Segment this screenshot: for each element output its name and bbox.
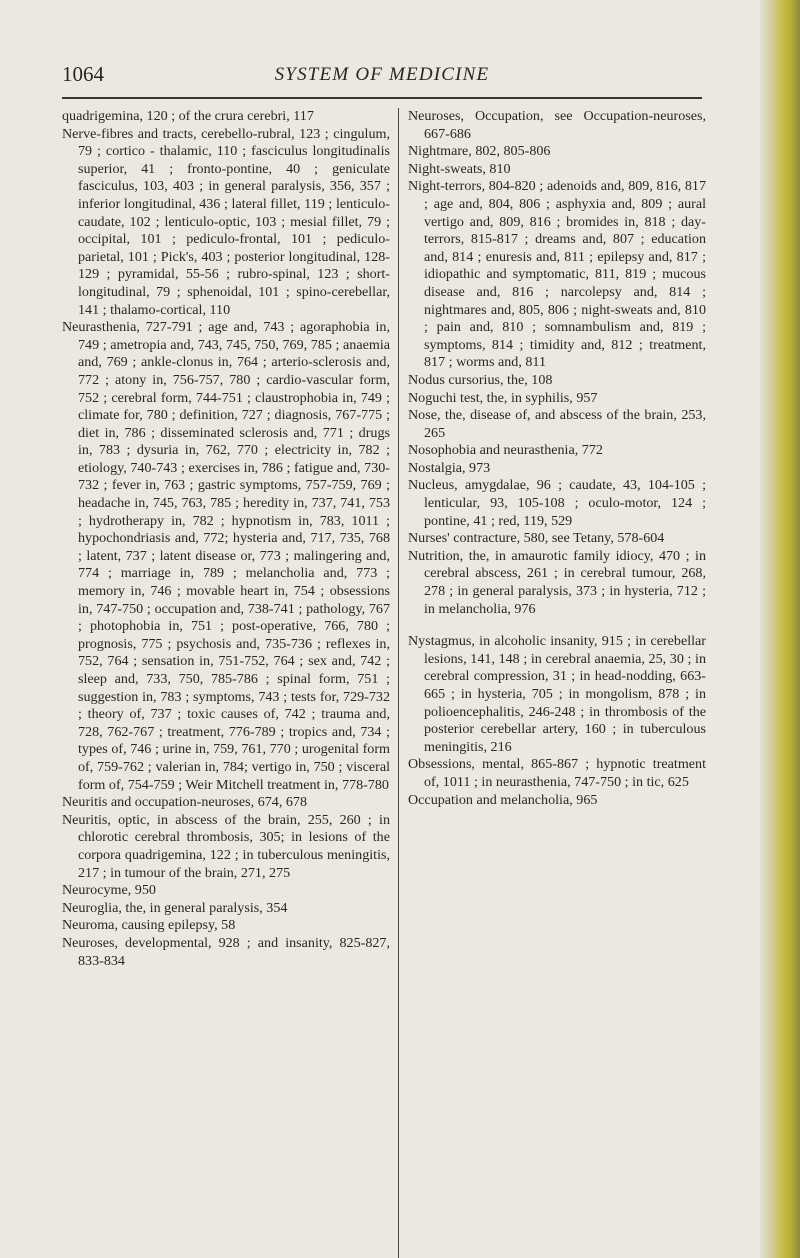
index-entry: Nurses' contracture, 580, see Tetany, 578-604 (408, 530, 665, 547)
index-entry: quadrigemina, 120 ; of the crura cerebri, 117 (62, 108, 314, 124)
index-entry: Neurasthenia, 727-791 ; age and, 743 ; agoraphobia in, 749 ; ametropia and, 743, 745, 750, 769, 785 ; anaemia and, 769 ; ankle-clonus in, 764 ; arterio-sclerosis and, 772 ; atony in, 756-757, 780 ; cardio-vascular form, 752 ; cerebral form, 744-751 ; claustrophobia in, 749 ; climate for, 780 ; definition, 727 ; diagnosis, 767-775 ; diet in, 786 ; disseminated sclerosis and, 771 ; drugs in, 783 ; dysuria in, 762, 770 ; electricity in, 782 ; etiology, 740-743 ; exercises in, 786 ; fatigue and, 730-732 ; fever in, 763 ; gastric symptoms, 757-759, 769 ; headache in, 745, 763, 785 ; heredity in, 737, 741, 753 ; hydrotherapy in, 782 ; hypnotism in, 783, 1011 ; hypochondriasis and, 772; hysteria and, 717, 735, 768 ; latent, 737 ; latent disease or, 773 ; malingering and, 774 ; marriage in, 789 ; melancholia and, 773 ; memory in, 746 ; movable heart in, 754 ; obsessions in, 747-750 ; occupation and, 738-741 ; pathology, 767 ; photophobia in, 751 ; post-operative, 766, 780 ; prognosis, 775 ; psychosis and, 735-736 ; reflexes in, 752, 764 ; sensation in, 751-752, 764 ; sex and, 742 ; sleep and, 733, 750, 785-786 ; spinal form, 751 ; suggestion in, 783 ; symptoms, 743 ; tests for, 729-732 ; theory of, 737 ; toxic causes of, 742 ; trauma and, 728, 762-767 ; treatment, 776-789 ; tropics and, 734 ; types of, 746 ; urine in, 759, 761, 770 ; urogenital form of, 759-762 ; valerian in, 784; vertigo in, 750 ; visceral form of, 754-759 ; Weir Mitchell treatment in, 778-780 (62, 319, 390, 793)
index-entry: Nostalgia, 973 (408, 459, 491, 476)
index-entry: Neuritis and occupation-neuroses, 674, 678 (62, 794, 308, 811)
index-entry: Nutrition, the, in amaurotic family idiocy, 470 ; in cerebral abscess, 261 ; in cerebral tumour, 268, 278 ; in general paralysis, 373 ; in hysteria, 712 ; in melancholia, 976 (408, 547, 706, 617)
index-entry: Neuroma, causing epilepsy, 58 (62, 917, 236, 934)
index-entry: Obsessions, mental, 865-867 ; hypnotic treatment of, 1011 ; in neurasthenia, 747-750 ; in tic, 625 (408, 756, 706, 790)
index-entry: Neuroglia, the, in general paralysis, 354 (62, 899, 288, 916)
index-entry: Neuroses, developmental, 928 ; and insanity, 825-827, 833-834 (62, 934, 390, 969)
index-entry: Neuroses, Occupation, see Occupation-neuroses, 667-686 (408, 108, 706, 142)
index-entry: Neurocyme, 950 (62, 882, 156, 899)
page-header (62, 62, 702, 92)
index-entry: Night-terrors, 804-820 ; adenoids and, 809, 816, 817 ; age and, 804, 806 ; asphyxia and, 809 ; aural vertigo and, 809, 816 ; bromides in, 818 ; day-terrors, 815-817 ; dreams and, 807 ; education and, 814 ; enuresis and, 811 ; epilepsy and, 817 ; idiopathic and symptomatic, 811, 819 ; mucous disease and, 816 ; narcolepsy and, 814 ; nightmares and, 805, 806 ; night-sweats and, 810 ; pain and, 810 ; somnambulism and, 819 ; symptoms, 814 ; timidity and, 812 ; treatment, 817 ; worms and, 811 (408, 178, 706, 371)
index-entry: Neuritis, optic, in abscess of the brain, 255, 260 ; in chlorotic cerebral thrombosis, 305; in lesions of the corpora quadrigemina, 122 ; in tuberculous meningitis, 217 ; in tumour of the brain, 271, 275 (62, 811, 390, 881)
index-entry: Nose, the, disease of, and abscess of the brain, 253, 265 (408, 407, 706, 441)
index-entry: Nerve-fibres and tracts, cerebello-rubral, 123 ; cingulum, 79 ; cortico - thalamic, 110 ; fasciculus longitudinalis superior, 41 ; fronto-pontine, 40 ; geniculate fasciculus, 103, 403 ; in general paralysis, 356, 357 ; inferior longitudinal, 436 ; lateral fillet, 119 ; lenticulo-caudate, 102 ; lenticulo-optic, 103 ; mesial fillet, 79 ; occipital, 101 ; pediculo-frontal, 101 ; pediculo-parietal, 101 ; Pick's, 403 ; posterior longitudinal, 128-129 ; pyramidal, 55-56 ; rubro-spinal, 123 ; short-longitudinal, 79 ; sphenoidal, 101 ; spino-cerebellar, 141 ; thalamo-cortical, 110 (62, 125, 390, 318)
index-entry: Nodus cursorius, the, 108 (408, 371, 553, 388)
page-number: 1064 (62, 62, 104, 86)
page-edge-binding (760, 0, 800, 1258)
index-entry: Nosophobia and neurasthenia, 772 (408, 442, 603, 459)
index-entry: Nystagmus, in alcoholic insanity, 915 ; in cerebellar lesions, 141, 148 ; in cerebral anaemia, 25, 30 ; in cerebral compression, 31 ; in head-nodding, 663-665 ; in hysteria, 705 ; in mongolism, 878 ; in polioencephalitis, 246-248 ; in thrombosis of the posterior cerebellar artery, 160 ; in tuberculous meningitis, 216 (408, 633, 706, 755)
index-column-left (62, 108, 390, 970)
column-divider (398, 108, 399, 1258)
running-title: SYSTEM OF MEDICINE (274, 64, 490, 85)
index-entry: Nightmare, 802, 805-806 (408, 143, 551, 160)
index-entry: Occupation and melancholia, 965 (408, 791, 598, 808)
index-entry: Night-sweats, 810 (408, 160, 511, 177)
header-rule (62, 97, 702, 99)
index-entry: Noguchi test, the, in syphilis, 957 (408, 389, 598, 406)
index-entry: Nucleus, amygdalae, 96 ; caudate, 43, 104-105 ; lenticular, 93, 105-108 ; oculo-motor, 124 ; pontine, 41 ; red, 119, 529 (408, 477, 706, 529)
index-column-right (408, 108, 706, 809)
